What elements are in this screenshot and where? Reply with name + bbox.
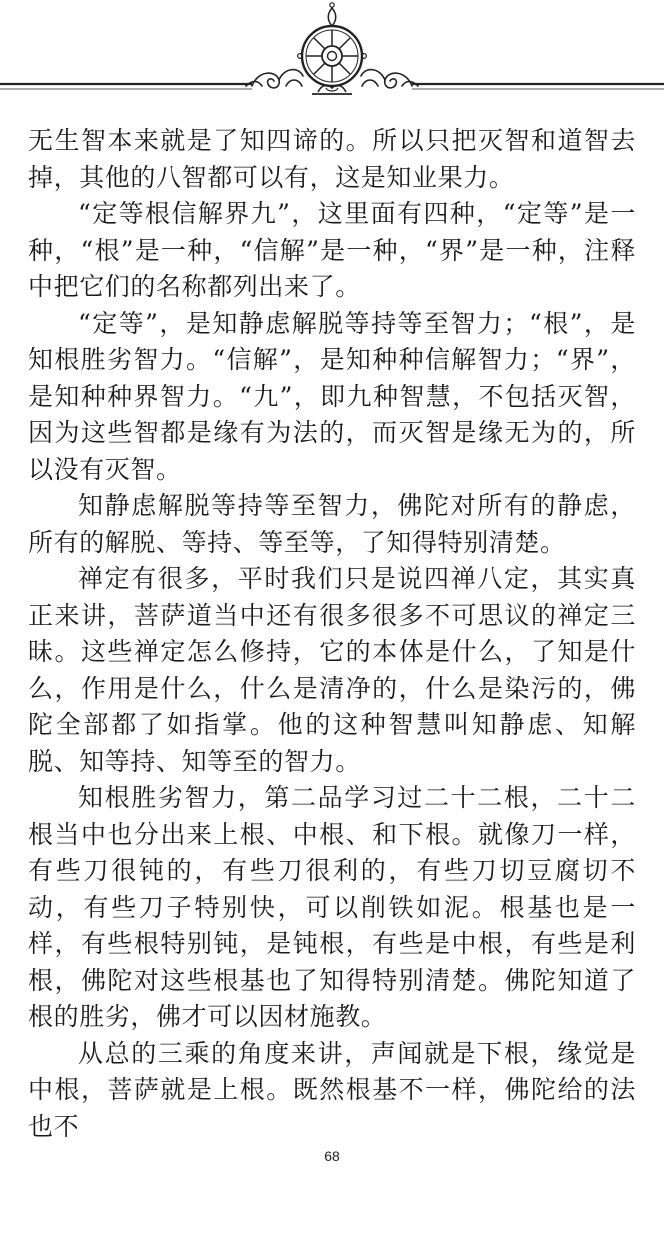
page-number: 68	[324, 1148, 340, 1164]
cloud-scroll-icon	[246, 70, 303, 88]
cloud-scroll-icon	[361, 70, 418, 88]
paragraph: 从总的三乘的角度来讲，声闻就是下根，缘觉是中根，菩萨就是上根。既然根基不一样，佛陀给的法也不	[28, 1038, 636, 1141]
paragraph: 知根胜劣智力，第二品学习过二十二根，二十二根当中也分出来上根、中根、和下根。就像刀一样，有些刀很钝的，有些刀很利的，有些刀切豆腐切不动，有些刀子特别快，可以削铁如泥。根基也是一样，有些根特别钝，是钝根，有些是中根，有些是利根，佛陀对这些根基也了知得特别清楚。佛陀知道了根的胜劣，佛才可以因材施教。	[28, 783, 636, 1031]
paragraph: 禅定有很多，平时我们只是说四禅八定，其实真正来讲，菩萨道当中还有很多很多不可思议的禅定三昧。这些禅定怎么修持，它的本体是什么，了知是什么，作用是什么，什么是清净的，什么是染污的，佛陀全部都了如指掌。他的这种智慧叫知静虑、知解脱、知等持、知等至的智力。	[28, 564, 636, 776]
paragraph: 无生智本来就是了知四谛的。所以只把灭智和道智去掉，其他的八智都可以有，这是知业果力。	[28, 126, 636, 192]
paragraph: “定等根信解界九”，这里面有四种，“定等”是一种，“根”是一种，“信解”是一种，“界”是一种，注释中把它们的名称都列出来了。	[28, 199, 636, 301]
paragraph: “定等”，是知静虑解脱等持等至智力；“根”，是知根胜劣智力。“信解”，是知种种信解智力；“界”，是知种种界智力。“九”，即九种智慧，不包括灭智，因为这些智都是缘有为法的，而灭智是缘无为的，所以没有灭智。	[28, 308, 636, 484]
header-ornament	[0, 0, 664, 110]
paragraph: 知静虑解脱等持等至智力，佛陀对所有的静虑，所有的解脱、等持、等至等，了知得特别清楚。	[28, 491, 636, 557]
body-text	[28, 123, 636, 1145]
dharma-wheel-icon	[298, 3, 367, 94]
